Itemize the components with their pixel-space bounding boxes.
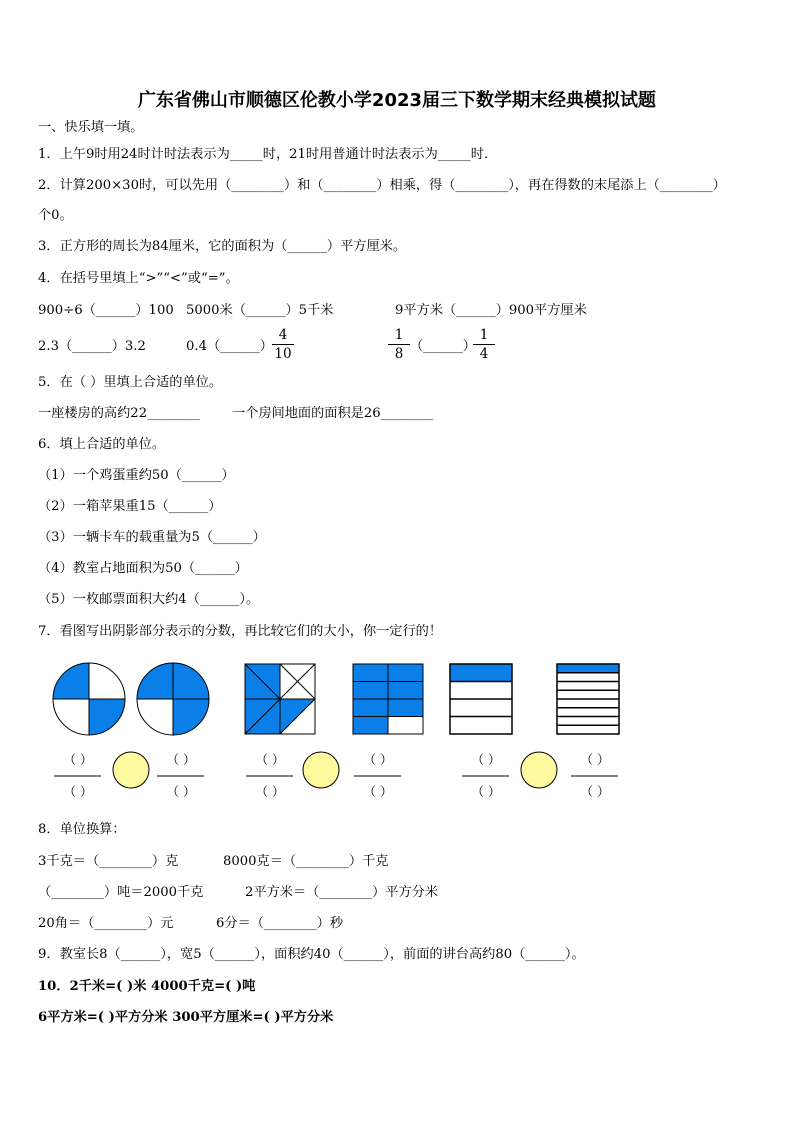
q6-item-4: （4）教室占地面积为50（______） <box>38 561 248 576</box>
q4-compare-2: 5000米（______）5千米 <box>186 303 334 318</box>
page-title: 广东省佛山市顺德区伦教小学2023届三下数学期末经典模拟试题 <box>137 90 657 111</box>
q4-compare-5: 0.4（______） <box>186 339 273 354</box>
answer-denominator-blank[interactable]: （ ） <box>255 784 285 799</box>
answer-numerator-blank[interactable]: （ ） <box>166 752 196 767</box>
q4-compare-4: 2.3（______）3.2 <box>38 339 146 354</box>
compare-circle <box>113 752 149 788</box>
q6-item-3: （3）一辆卡车的载重量为5（______） <box>38 530 266 545</box>
q6-item-1: （1）一个鸡蛋重约50（______） <box>38 468 235 483</box>
strip-quarters-figure <box>450 664 512 734</box>
answer-denominator-blank[interactable]: （ ） <box>363 784 393 799</box>
question-5: 5．在（ ）里填上合适的单位。 <box>38 375 223 390</box>
shaded-cell <box>353 717 388 735</box>
compare-circle <box>303 752 339 788</box>
q8-convert-1: 3千克＝（________）克 <box>38 854 179 869</box>
q6-item-5: （5）一枚邮票面积大约4（______）。 <box>38 592 260 607</box>
question-9: 9．教室长8（______），宽5（______），面积约40（______），前面的讲台高约80（______）。 <box>38 947 585 962</box>
answer-numerator-blank[interactable]: （ ） <box>580 752 610 767</box>
question-6: 6．填上合适的单位。 <box>38 437 166 452</box>
q8-convert-2: 8000克＝（________）千克 <box>223 854 389 869</box>
q5-item-b: 一个房间地面的面积是26________ <box>232 406 434 421</box>
shaded-strip <box>450 664 512 682</box>
q4-compare-1: 900÷6（______）100 <box>38 303 174 318</box>
question-8: 8．单位换算： <box>38 822 126 837</box>
q4-compare-6: （______） <box>410 339 476 354</box>
fraction-numerator: 1 <box>388 327 410 345</box>
q8-convert-6: 6分＝（________）秒 <box>216 916 344 931</box>
fraction-numerator: 4 <box>272 327 294 345</box>
question-10: 10．2千米=( )米 4000千克=( )吨 <box>38 979 256 994</box>
answer-numerator-blank[interactable]: （ ） <box>471 752 501 767</box>
circle-quarters-figure <box>53 663 125 735</box>
answer-numerator-blank[interactable]: （ ） <box>363 752 393 767</box>
grid-figure <box>353 664 423 734</box>
q8-convert-3: （________）吨＝2000千克 <box>38 885 204 900</box>
q5-item-a: 一座楼房的高约22________ <box>38 406 200 421</box>
q6-item-2: （2）一箱苹果重15（______） <box>38 499 222 514</box>
question-10-continued: 6平方米=( )平方分米 300平方厘米=( )平方分米 <box>38 1010 334 1025</box>
strip-eighths-figure <box>557 664 619 734</box>
q8-convert-5: 20角＝（________）元 <box>38 916 174 931</box>
section-heading: 一、快乐填一填。 <box>38 120 144 135</box>
question-2-continued: 个0。 <box>38 208 73 223</box>
answer-denominator-blank[interactable]: （ ） <box>166 784 196 799</box>
shaded-strip <box>557 664 619 673</box>
fraction-denominator: 4 <box>479 346 489 362</box>
fraction-numerator: 1 <box>473 327 495 345</box>
fraction-denominator: 8 <box>394 346 404 362</box>
circle-quarters-figure-2 <box>137 663 209 735</box>
answer-numerator-blank[interactable]: （ ） <box>63 752 93 767</box>
compare-circle <box>521 752 557 788</box>
q4-compare-3: 9平方米（______）900平方厘米 <box>395 303 587 318</box>
answer-numerator-blank[interactable]: （ ） <box>255 752 285 767</box>
question-7: 7．看图写出阴影部分表示的分数，再比较它们的大小，你一定行的！ <box>38 624 443 639</box>
question-2: 2．计算200×30时，可以先用（________）和（________）相乘，得（________），再在得数的末尾添上（________） <box>38 178 726 193</box>
square-triangles-figure <box>245 664 315 734</box>
question-3: 3．正方形的周长为84厘米，它的面积为（______）平方厘米。 <box>38 239 407 254</box>
answer-denominator-blank[interactable]: （ ） <box>580 784 610 799</box>
question-4: 4．在括号里填上“>”“<”或“=”。 <box>38 271 239 286</box>
fraction-denominator: 10 <box>274 346 292 362</box>
answer-denominator-blank[interactable]: （ ） <box>63 784 93 799</box>
answer-denominator-blank[interactable]: （ ） <box>471 784 501 799</box>
question-1: 1．上午9时用24时计时法表示为_____时，21时用普通计时法表示为_____时． <box>38 147 498 162</box>
q8-convert-4: 2平方米＝（________）平方分米 <box>245 885 439 900</box>
